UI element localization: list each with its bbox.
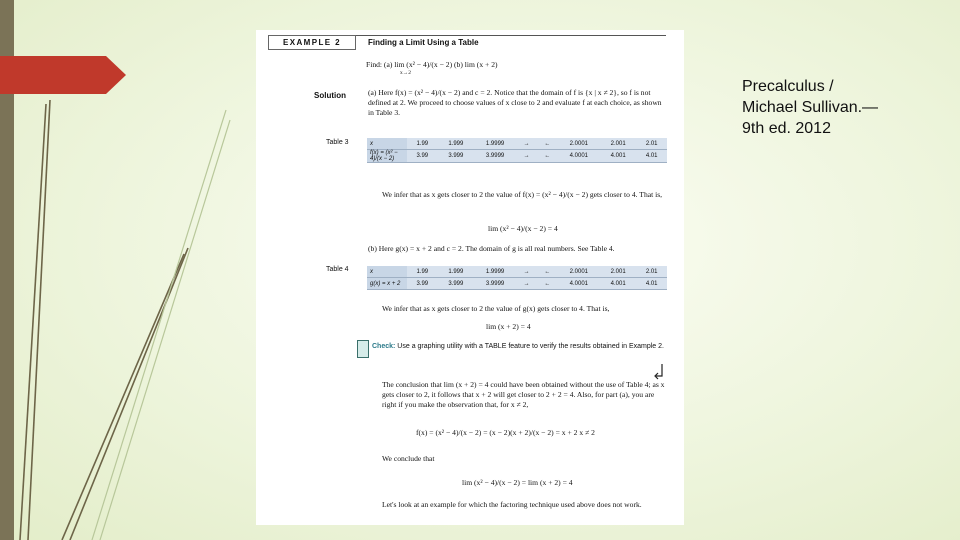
table-cell: 3.9999 [474, 150, 516, 163]
table-cell: 2.01 [636, 138, 667, 150]
table-cell: 1.99 [407, 138, 438, 150]
table-header-cell: g(x) = x + 2 [367, 278, 407, 290]
table-cell: 1.99 [407, 266, 438, 278]
table-cell: 2.001 [600, 266, 636, 278]
table-cell: ← [537, 266, 558, 278]
table-cell: 3.99 [407, 278, 438, 290]
table-cell: → [516, 278, 537, 290]
table-3 [367, 138, 667, 163]
table-cell: 1.999 [438, 266, 474, 278]
table-cell: 2.0001 [558, 138, 600, 150]
table-row [367, 150, 667, 163]
citation-caption [742, 76, 922, 139]
table-cell: 2.0001 [558, 266, 600, 278]
table-cell: 1.9999 [474, 266, 516, 278]
table-cell: ← [537, 138, 558, 150]
final-limit: lim (x² − 4)/(x − 2) = lim (x + 2) = 4 [462, 478, 573, 487]
check-label: Check: [372, 343, 396, 350]
caption-line-2: Michael Sullivan.— [742, 99, 879, 116]
table-cell: 4.001 [600, 278, 636, 290]
solution-label: Solution [314, 91, 346, 100]
textbook-page-image [256, 30, 684, 525]
table-header-cell: x [367, 138, 407, 150]
title-arrow-shape [0, 56, 126, 94]
infer-text-a: We infer that as x gets closer to 2 the value of f(x) = (x² − 4)/(x − 2) gets closer to 4. That is, [382, 190, 663, 199]
table-cell: 4.001 [600, 150, 636, 163]
table-cell: 2.001 [600, 138, 636, 150]
table-row [367, 266, 667, 278]
find-line [366, 60, 666, 76]
factor-equation: f(x) = (x² − 4)/(x − 2) = (x − 2)(x + 2)/(x − 2) = x + 2 x ≠ 2 [416, 428, 595, 437]
table-header-cell: f(x) = (x² − 4)/(x − 2) [367, 150, 407, 163]
table-cell: 2.01 [636, 266, 667, 278]
check-text: Use a graphing utility with a TABLE feature to verify the results obtained in Example 2. [397, 343, 664, 350]
table4-label: Table 4 [326, 266, 349, 273]
table-cell: → [516, 266, 537, 278]
conclusion-text: The conclusion that lim (x + 2) = 4 could have been obtained without the use of Table 4; as x gets closer to 2, it follows that x + 2 will get closer to 2 + 2 = 4. Also, for part (a), you are right if you make the observation that, for x ≠ 2, [382, 380, 665, 409]
table-header-cell: x [367, 266, 407, 278]
caption-line-3: 9th ed. 2012 [742, 120, 831, 137]
infer-text-b: We infer that as x gets closer to 2 the value of g(x) gets closer to 4. That is, [382, 304, 610, 313]
caption-line-1: Precalculus / [742, 78, 834, 95]
limit-b: lim (x + 2) = 4 [486, 322, 531, 331]
table-cell: 4.0001 [558, 278, 600, 290]
closing-text: Let's look at an example for which the factoring technique used above does not work. [382, 500, 642, 509]
header-rule [356, 35, 666, 36]
table-row [367, 138, 667, 150]
table-row [367, 278, 667, 290]
table-cell: ← [537, 278, 558, 290]
solution-text: (a) Here f(x) = (x² − 4)/(x − 2) and c = 2. Notice that the domain of f is {x | x ≠ 2}, so f is not defined at 2. We proceed to choose values of x close to 2 and evaluate f at each choice, as shown in Table 3. [368, 88, 662, 117]
table-cell: 4.01 [636, 278, 667, 290]
table-cell: 4.0001 [558, 150, 600, 163]
table-cell: ← [537, 150, 558, 163]
table-cell: 1.9999 [474, 138, 516, 150]
table-4 [367, 266, 667, 290]
example-title: Finding a Limit Using a Table [368, 38, 479, 47]
table-cell: 3.999 [438, 278, 474, 290]
table-cell: → [516, 138, 537, 150]
part-b-text: (b) Here g(x) = x + 2 and c = 2. The domain of g is all real numbers. See Table 4. [368, 244, 615, 253]
table-cell: 3.99 [407, 150, 438, 163]
example-label: EXAMPLE 2 [268, 35, 356, 50]
limit-a: lim (x² − 4)/(x − 2) = 4 [488, 224, 558, 233]
table3-label: Table 3 [326, 139, 349, 146]
table-cell: 3.9999 [474, 278, 516, 290]
hook-arrow-icon [654, 364, 664, 380]
conclude-text: We conclude that [382, 454, 435, 463]
table-cell: → [516, 150, 537, 163]
find-text: Find: (a) lim (x² − 4)/(x − 2) (b) lim (x + 2) [366, 60, 498, 69]
table-cell: 3.999 [438, 150, 474, 163]
find-subscript: x→2 [400, 70, 411, 76]
table-cell: 4.01 [636, 150, 667, 163]
check-box [360, 342, 666, 352]
table-cell: 1.999 [438, 138, 474, 150]
